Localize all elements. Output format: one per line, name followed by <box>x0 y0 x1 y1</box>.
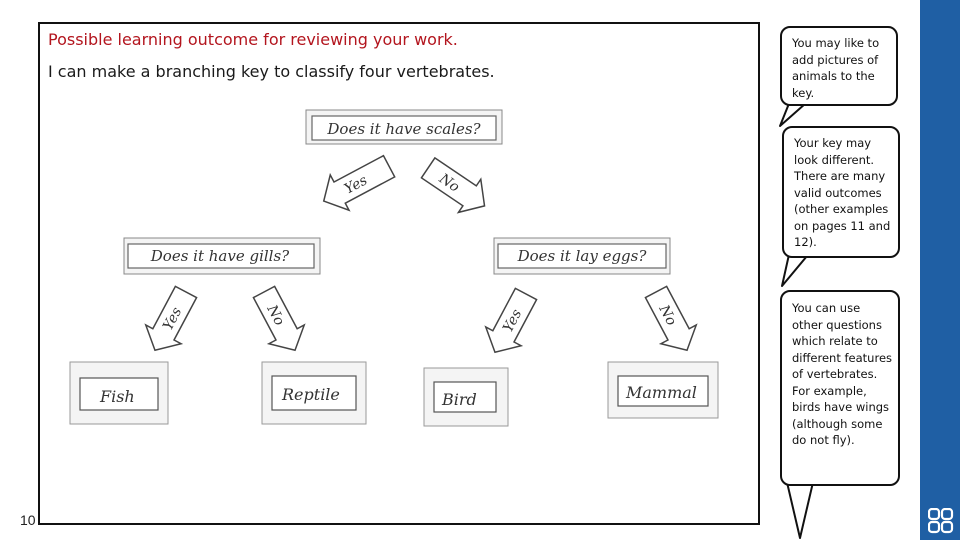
no-label: No <box>655 302 680 329</box>
callout-text-1: You may like to add pictures of animals to the key. <box>792 36 880 100</box>
callout-other-questions <box>780 290 900 486</box>
animal-box-mammal <box>608 362 718 418</box>
animal-label-mammal: Mammal <box>626 383 697 402</box>
animal-box-bird <box>424 368 508 426</box>
learning-outcome-heading: Possible learning outcome for reviewing your work. <box>48 30 458 49</box>
callout-tail-3 <box>778 478 822 540</box>
question-box-left <box>124 238 320 274</box>
question-top-text: Does it have scales? <box>327 120 481 138</box>
callout-add-pictures <box>780 26 898 106</box>
animal-box-reptile <box>262 362 366 424</box>
question-left-text: Does it have gills? <box>150 247 290 265</box>
no-label: No <box>263 302 288 329</box>
yes-arrow-right <box>477 285 543 362</box>
no-arrow-top <box>417 151 496 222</box>
learning-outcome-statement: I can make a branching key to classify four vertebrates. <box>48 62 495 81</box>
page-number: 10 <box>20 512 36 528</box>
callout-key-may-differ <box>782 126 900 258</box>
branching-key-diagram <box>40 100 720 432</box>
no-arrow-left <box>246 283 312 360</box>
question-box-top <box>306 110 502 144</box>
animal-label-fish: Fish <box>100 387 135 406</box>
question-box-right <box>494 238 670 274</box>
callout-text-3: You can use other questions which relate to different features of vertebrates. For example, birds have wings (although some do not fly). <box>792 301 893 447</box>
yes-label: Yes <box>160 304 186 334</box>
no-arrow-right <box>638 283 704 360</box>
callout-text-2: Your key may look different. There are many valid outcomes (other examples on pages 11 and 12). <box>794 136 891 249</box>
school-logo-icon <box>928 508 954 534</box>
yes-arrow-top <box>314 149 398 219</box>
animal-label-bird: Bird <box>442 390 477 409</box>
yes-label: Yes <box>341 172 371 198</box>
no-label: No <box>436 170 463 196</box>
yes-label: Yes <box>500 306 526 336</box>
question-right-text: Does it lay eggs? <box>517 247 647 265</box>
animal-label-reptile: Reptile <box>282 385 340 404</box>
animal-box-fish <box>70 362 168 424</box>
yes-arrow-left <box>137 283 203 360</box>
brand-sidebar <box>920 0 960 540</box>
